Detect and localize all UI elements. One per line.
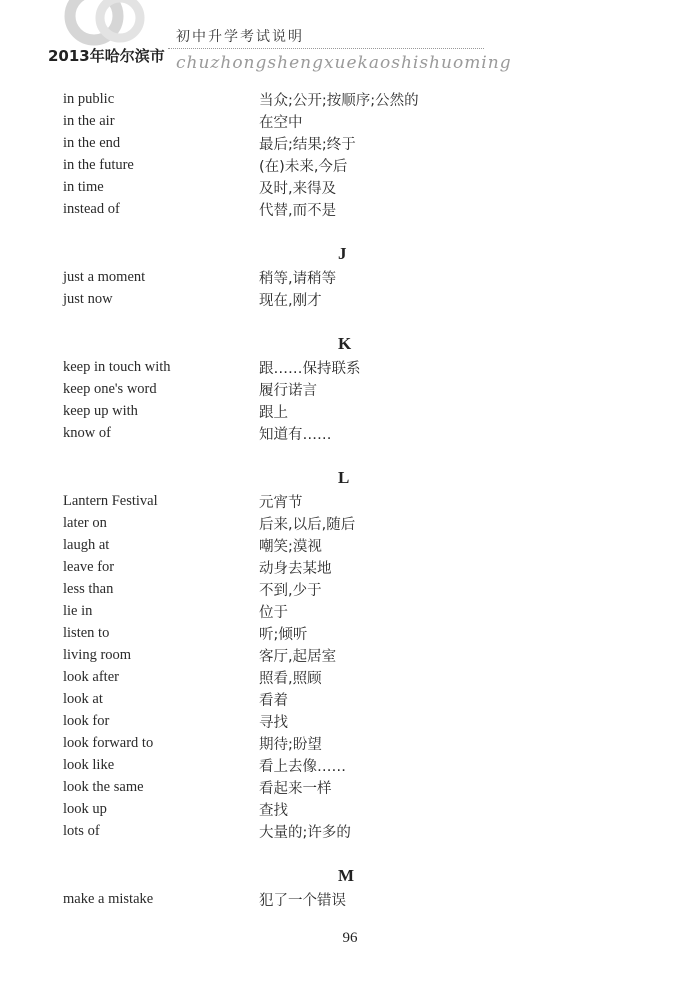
list-item [63, 754, 623, 776]
phrase-en: keep one's word [63, 380, 157, 397]
phrase-zh: (在)未来,今后 [259, 158, 348, 175]
phrase-en: look up [63, 800, 107, 817]
phrase-en: know of [63, 424, 111, 441]
list-item [63, 776, 623, 798]
phrase-en: keep up with [63, 402, 138, 419]
phrase-en: living room [63, 646, 132, 663]
phrase-zh: 在空中 [259, 114, 303, 131]
phrase-zh: 代替,而不是 [259, 202, 337, 219]
page-number: 96 [342, 930, 358, 946]
phrase-en: laugh at [63, 536, 110, 553]
header-pinyin: chuzhongshengxuekaoshishuoming [176, 53, 512, 73]
phrase-en: make a mistake [63, 890, 154, 907]
phrase-zh: 元宵节 [259, 494, 303, 511]
list-item [63, 154, 623, 176]
list-item [63, 820, 623, 842]
phrase-zh: 不到,少于 [259, 582, 322, 599]
phrase-en: later on [63, 514, 107, 531]
phrase-zh: 查找 [259, 802, 288, 819]
section-letter-l: L [338, 468, 350, 487]
list-item [63, 732, 623, 754]
phrase-en: just a moment [63, 268, 146, 285]
list-item [63, 378, 623, 400]
phrase-zh: 跟上 [259, 404, 288, 421]
phrase-en: instead of [63, 200, 120, 217]
phrase-zh: 稍等,请稍等 [259, 270, 337, 287]
phrase-zh: 及时,来得及 [259, 180, 337, 197]
phrase-zh: 最后;结果;终于 [259, 136, 356, 153]
phrase-en: look like [63, 756, 115, 773]
phrase-en: look for [63, 712, 110, 729]
header-title: 初中升学考试说明 [176, 29, 304, 45]
list-item [63, 198, 623, 220]
phrase-en: less than [63, 580, 114, 597]
phrase-en: in time [63, 178, 104, 195]
list-item [63, 88, 623, 110]
phrase-en: leave for [63, 558, 115, 575]
phrase-zh: 寻找 [259, 714, 288, 731]
list-item [63, 644, 623, 666]
list-item [63, 356, 623, 378]
list-item [63, 710, 623, 732]
phrase-en: look the same [63, 778, 144, 795]
list-item [63, 888, 623, 910]
phrase-en: just now [63, 290, 113, 307]
phrase-zh: 客厅,起居室 [259, 648, 337, 665]
list-item [63, 490, 623, 512]
header-year-city: 2013年哈尔滨市 [48, 47, 165, 65]
phrase-list [63, 88, 623, 910]
list-item [63, 798, 623, 820]
phrase-zh: 看着 [259, 692, 288, 709]
phrase-zh: 看上去像…… [259, 758, 346, 775]
list-item [63, 600, 623, 622]
phrase-zh: 当众;公开;按顺序;公然的 [259, 92, 419, 109]
phrase-zh: 知道有…… [259, 426, 332, 443]
phrase-zh: 照看,照顾 [259, 670, 322, 687]
phrase-zh: 后来,以后,随后 [259, 516, 356, 533]
phrase-en: in the end [63, 134, 121, 151]
phrase-zh: 看起来一样 [259, 780, 332, 797]
phrase-zh: 大量的;许多的 [259, 824, 351, 841]
list-item [63, 578, 623, 600]
phrase-en: look forward to [63, 734, 154, 751]
list-item [63, 666, 623, 688]
list-item [63, 132, 623, 154]
phrase-en: keep in touch with [63, 358, 171, 375]
list-item [63, 176, 623, 198]
phrase-zh: 位于 [259, 604, 288, 621]
list-item [63, 512, 623, 534]
phrase-en: in public [63, 90, 115, 107]
phrase-zh: 履行诺言 [259, 382, 317, 399]
phrase-zh: 跟……保持联系 [259, 360, 361, 377]
phrase-en: listen to [63, 624, 110, 641]
section-letter-j: J [338, 244, 347, 263]
phrase-en: look at [63, 690, 103, 707]
phrase-en: Lantern Festival [63, 492, 158, 509]
phrase-zh: 听;倾听 [259, 626, 308, 643]
list-item [63, 288, 623, 310]
phrase-en: look after [63, 668, 119, 685]
list-item [63, 556, 623, 578]
section-letter-m: M [338, 866, 355, 885]
phrase-zh: 现在,刚才 [259, 292, 322, 309]
phrase-zh: 动身去某地 [259, 560, 332, 577]
list-item [63, 622, 623, 644]
header-divider [168, 48, 484, 49]
list-item [63, 110, 623, 132]
list-item [63, 422, 623, 444]
phrase-zh: 期待;盼望 [259, 736, 322, 753]
phrase-en: lie in [63, 602, 93, 619]
phrase-en: lots of [63, 822, 100, 839]
phrase-en: in the air [63, 112, 115, 129]
phrase-zh: 嘲笑;漠视 [259, 538, 322, 555]
phrase-zh: 犯了一个错误 [259, 892, 346, 909]
list-item [63, 400, 623, 422]
list-item [63, 534, 623, 556]
list-item [63, 266, 623, 288]
section-letter-k: K [338, 334, 352, 353]
phrase-en: in the future [63, 156, 134, 173]
list-item [63, 688, 623, 710]
